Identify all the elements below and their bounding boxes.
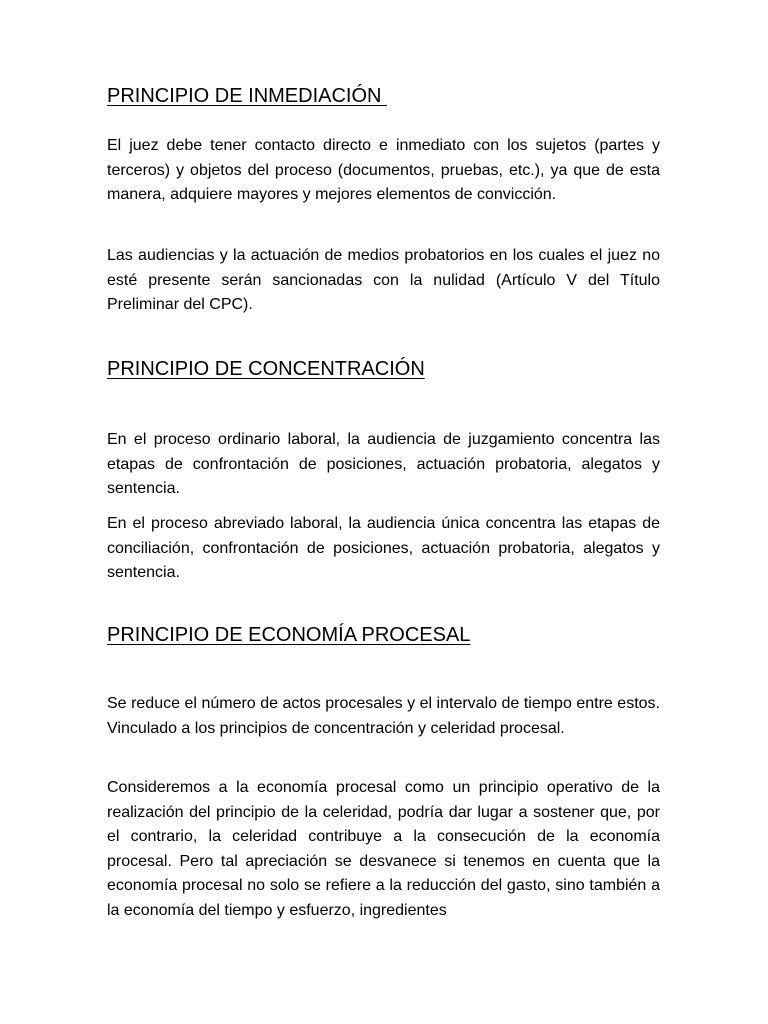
section-heading-concentracion: PRINCIPIO DE CONCENTRACIÓN — [107, 358, 425, 380]
section-heading-inmediacion: PRINCIPIO DE INMEDIACIÓN — [107, 85, 388, 107]
paragraph: Se reduce el número de actos procesales y el intervalo de tiempo entre estos. Vinculado a los principios de concentración y celeridad procesal. — [107, 695, 660, 737]
section-heading-economia-procesal: PRINCIPIO DE ECONOMÍA PROCESAL — [107, 624, 471, 646]
paragraph: Las audiencias y la actuación de medios probatorios en los cuales el juez no esté presente serán sancionadas con la nulidad (Artículo V del Título Preliminar del CPC). — [107, 247, 660, 313]
paragraph: En el proceso ordinario laboral, la audiencia de juzgamiento concentra las etapas de confrontación de posiciones, actuación probatoria, alegatos y sentencia. — [107, 431, 660, 497]
document-page — [107, 0, 660, 1024]
paragraph: El juez debe tener contacto directo e inmediato con los sujetos (partes y terceros) y objetos del proceso (documentos, pruebas, etc.), ya que de esta manera, adquiere mayores y mejores elementos de convicción. — [107, 137, 660, 203]
paragraph: En el proceso abreviado laboral, la audiencia única concentra las etapas de conciliación, confrontación de posiciones, actuación probatoria, alegatos y sentencia. — [107, 515, 660, 581]
paragraph: Consideremos a la economía procesal como un principio operativo de la realización del principio de la celeridad, podría dar lugar a sostener que, por el contrario, la celeridad contribuye a la consecución de la economía procesal. Pero tal apreciación se desvanece si tenemos en cuenta que la economía procesal no solo se refiere a la reducción del gasto, sino también a la economía del tiempo y esfuerzo, ingredientes — [107, 779, 660, 919]
